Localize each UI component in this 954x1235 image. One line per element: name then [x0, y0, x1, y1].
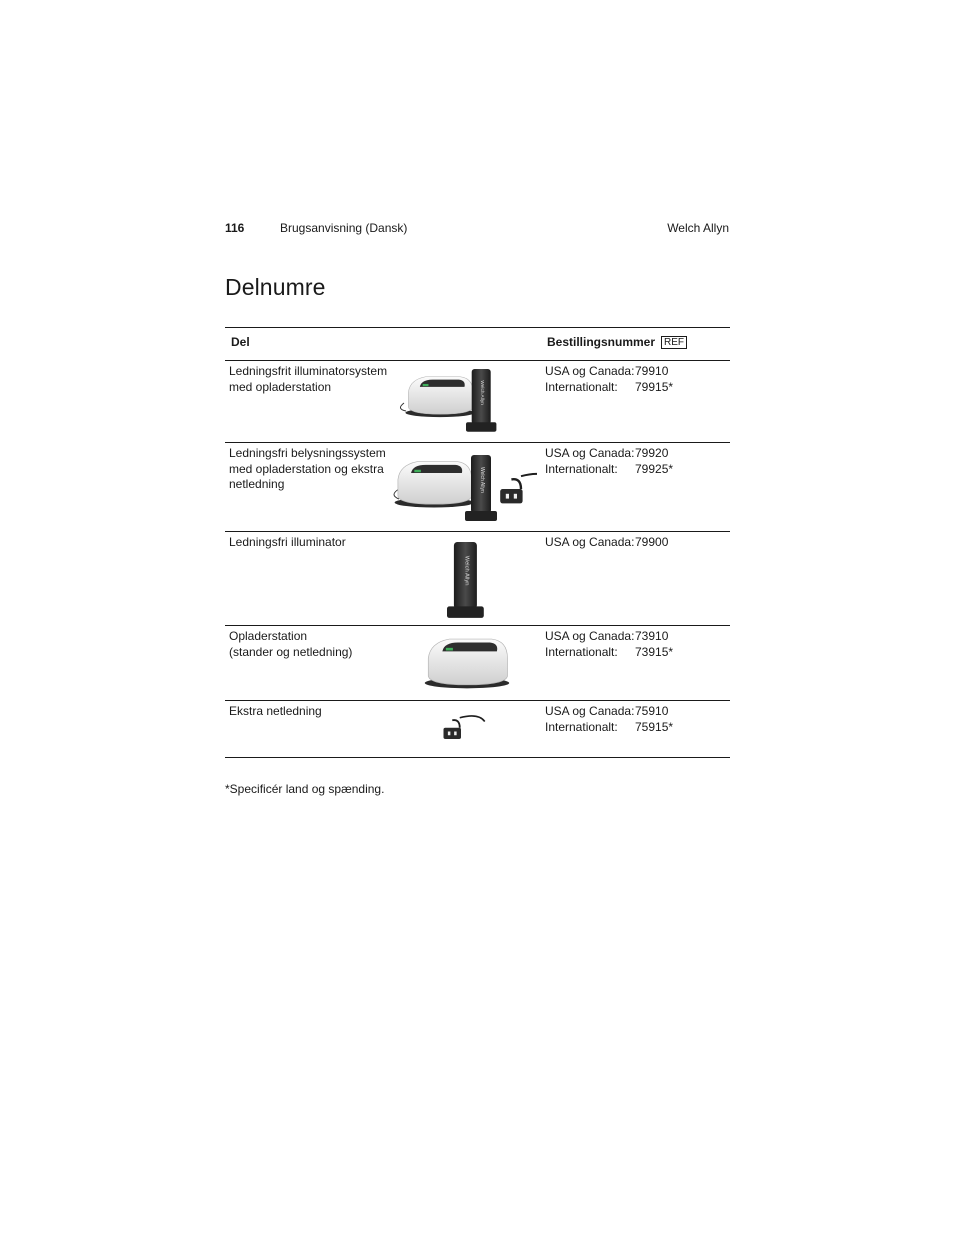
charging-station-image — [417, 632, 513, 696]
description-line: Ekstra netledning — [229, 704, 322, 718]
order-numbers — [545, 364, 673, 395]
order-line-usa: USA og Canada: 73910 — [545, 629, 669, 643]
description-line: Opladerstation — [229, 629, 308, 643]
running-header — [225, 221, 729, 239]
part-description — [229, 535, 394, 551]
description-line: Ledningsfri illuminator — [229, 535, 346, 549]
order-line-international: Internationalt: 79915* — [545, 379, 674, 394]
order-line-usa: USA og Canada: 79920 — [545, 446, 669, 460]
description-line: Ledningsfri belysningssystem — [229, 446, 386, 460]
column-header-order-number — [547, 335, 687, 350]
table-row — [225, 701, 730, 758]
page-title: Delnumre — [225, 274, 326, 300]
table-header — [225, 328, 730, 361]
order-number-label: Bestillingsnummer — [547, 335, 656, 349]
part-description — [229, 446, 394, 493]
description-line: (stander og netledning) — [229, 644, 353, 659]
description-line: netledning — [229, 477, 285, 491]
illuminator-image — [445, 540, 485, 620]
order-numbers — [545, 446, 673, 477]
order-numbers — [545, 704, 673, 735]
page-number: 116 — [225, 221, 245, 235]
order-line-international: Internationalt: 75915* — [545, 719, 674, 734]
order-line-usa: USA og Canada: 79910 — [545, 364, 669, 378]
manual-title: Brugsanvisning (Dansk) — [280, 221, 408, 235]
order-line-international: Internationalt: 79925* — [545, 461, 674, 476]
description-line: Ledningsfrit illuminatorsystem — [229, 364, 388, 378]
table-row — [225, 443, 730, 532]
order-line-international: Internationalt: 73915* — [545, 644, 674, 659]
column-header-part: Del — [231, 335, 250, 349]
power-cord-image — [441, 707, 491, 751]
parts-table — [225, 327, 730, 758]
part-description — [229, 629, 394, 660]
ref-symbol: REF — [661, 336, 687, 349]
table-row — [225, 361, 730, 443]
table-row — [225, 532, 730, 626]
order-line-usa: USA og Canada: 79900 — [545, 535, 669, 549]
illuminator-with-charging-station-image — [390, 367, 500, 437]
order-numbers — [545, 629, 673, 660]
description-line: med opladerstation — [229, 379, 332, 394]
brand-name: Welch Allyn — [667, 221, 729, 235]
order-numbers — [545, 535, 668, 551]
part-description — [229, 704, 394, 720]
table-row — [225, 626, 730, 701]
description-line: med opladerstation og ekstra — [229, 461, 384, 476]
footnote: *Specificér land og spænding. — [225, 782, 385, 796]
part-description — [229, 364, 394, 395]
order-line-usa: USA og Canada: 75910 — [545, 704, 669, 718]
illuminator-station-and-cord-image — [387, 451, 537, 527]
